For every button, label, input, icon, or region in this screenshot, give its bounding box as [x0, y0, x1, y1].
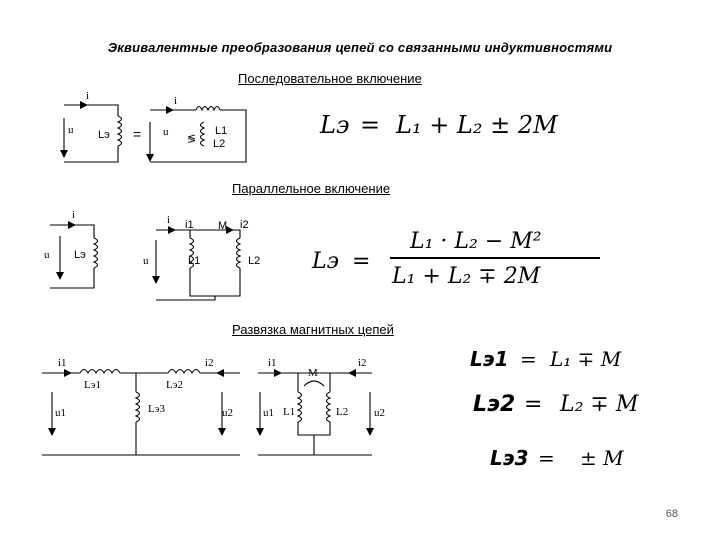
formula-le3-rhs: ± M	[580, 446, 624, 470]
svg-text:=: =	[538, 446, 555, 470]
parallel-formula-numerator: L₁ · L₂ − M²	[410, 229, 542, 254]
decoupling-l1-label: L1	[283, 406, 296, 418]
parallel-m-label: M	[218, 220, 228, 232]
section-parallel-heading: Параллельное включение	[232, 181, 391, 196]
series-equals-sign: =	[133, 126, 142, 142]
parallel-formula-denominator: L₁ + L₂ ∓ 2M	[392, 264, 541, 289]
decoupling-left-i1-label: i1	[58, 357, 67, 369]
series-coupled-circuit	[146, 95, 246, 162]
formula-le2-rhs: L₂ ∓ M	[560, 392, 639, 417]
series-formula-rhs: L₁ + L₂ ± 2M	[396, 111, 558, 139]
series-right-current-label: i	[174, 95, 178, 107]
decoupling-left-i2-label: i2	[205, 357, 214, 369]
decoupling-right-i1-label: i1	[268, 357, 277, 369]
parallel-left-current-label: i	[72, 209, 76, 221]
formula-le2-lhs: Lэ2	[473, 392, 516, 417]
section-series-heading: Последовательное включение	[238, 71, 422, 86]
parallel-left-le-label: Lэ	[74, 249, 86, 261]
decoupling-equivalent-circuit	[42, 357, 240, 455]
series-left-le-label: Lэ	[98, 129, 110, 141]
svg-text:=: =	[524, 392, 543, 417]
parallel-l2-label: L2	[248, 255, 261, 267]
parallel-i1-label: i1	[185, 219, 194, 231]
series-formula-lhs: Lэ	[320, 111, 350, 139]
decoupling-le3-label: Lэ3	[148, 403, 165, 415]
slide-title: Эквивалентные преобразования цепей со связанными индуктивностями	[107, 40, 613, 55]
parallel-coupled-circuit	[143, 214, 260, 300]
parallel-equivalent-circuit	[44, 209, 98, 288]
decoupling-coupled-circuit	[256, 357, 385, 455]
decoupling-right-i2-label: i2	[358, 357, 367, 369]
svg-text:=: =	[520, 347, 537, 371]
decoupling-le2-label: Lэ2	[166, 379, 183, 391]
formula-le1-rhs: L₁ ∓ M	[550, 347, 622, 371]
svg-text:=: =	[352, 249, 371, 274]
coupling-symbol: ≶	[187, 133, 197, 145]
decoupling-left-u2-label: u2	[222, 407, 233, 419]
formula-le3-lhs: Lэ3	[490, 446, 529, 470]
formula-le1-lhs: Lэ1	[470, 347, 509, 371]
series-l1-label: L1	[215, 125, 228, 137]
decoupling-left-u1-label: u1	[55, 407, 66, 419]
parallel-i2-label: i2	[240, 219, 249, 231]
decoupling-m-label: M	[308, 367, 318, 379]
parallel-l1-label: L1	[188, 255, 201, 267]
series-left-voltage-label: u	[68, 124, 74, 136]
decoupling-right-u1-label: u1	[263, 407, 274, 419]
decoupling-le1-label: Lэ1	[84, 379, 101, 391]
series-right-voltage-label: u	[163, 126, 169, 138]
decoupling-l2-label: L2	[336, 406, 349, 418]
parallel-right-voltage-label: u	[143, 255, 149, 267]
decoupling-right-u2-label: u2	[374, 407, 385, 419]
decoupling-formulas	[470, 347, 639, 470]
parallel-left-voltage-label: u	[44, 249, 50, 261]
series-left-current-label: i	[86, 90, 90, 102]
section-decoupling-heading: Развязка магнитных цепей	[232, 322, 394, 337]
series-formula	[319, 111, 559, 139]
parallel-right-current-label: i	[167, 214, 171, 226]
parallel-formula	[311, 229, 600, 289]
slide-number: 68	[665, 508, 678, 520]
parallel-formula-lhs: Lэ	[312, 249, 339, 274]
series-equivalent-circuit	[60, 90, 122, 162]
series-l2-label: L2	[213, 138, 226, 150]
svg-text:=: =	[360, 111, 381, 139]
